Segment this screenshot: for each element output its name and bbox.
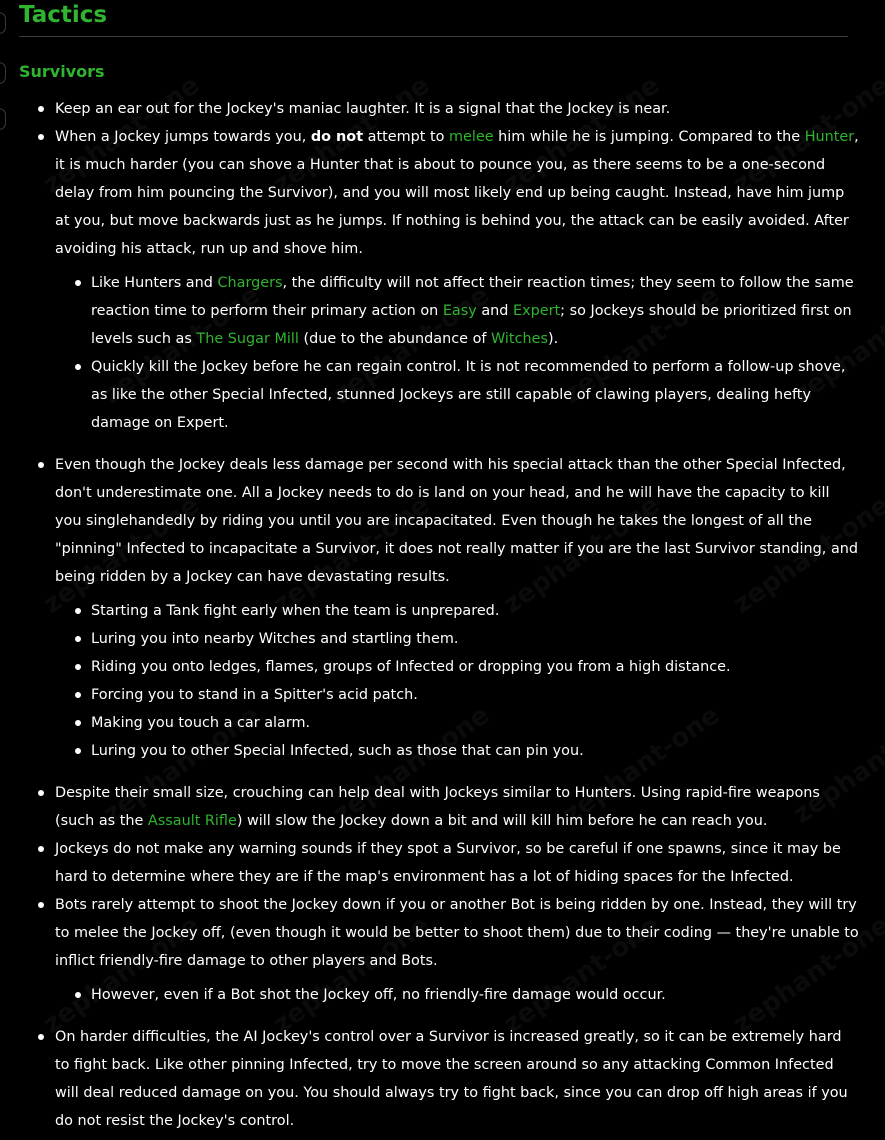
tactics-content — [0, 95, 860, 1135]
tactic-item — [0, 835, 860, 891]
text-run: On harder difficulties, the AI Jockey's control over a Survivor is increased greatly, so it can be extremely hard to fight back. Like other pinning Infected, try to move the screen around so any attacking Common Infected will deal reduced damage on you. You should always try to fight back, since you can drop off high areas if you do not resist the Jockey's control. — [55, 1029, 848, 1129]
margin-marker — [0, 12, 6, 34]
sub-tactic-item — [55, 625, 860, 653]
tactic-text — [55, 123, 860, 263]
text-run: Jockeys do not make any warning sounds if they spot a Survivor, so be careful if one spawns, since it may be hard to determine where they are if the map's environment has a lot of hiding spaces for the Infected. — [55, 841, 841, 885]
text-run: Making you touch a car alarm. — [91, 715, 311, 731]
tactic-item — [0, 95, 860, 123]
sub-tactic-list — [55, 597, 860, 765]
sub-tactic-item — [55, 269, 860, 353]
tactic-text — [55, 891, 860, 975]
wiki-link[interactable]: Witches — [491, 331, 548, 347]
text-run: Quickly kill the Jockey before he can regain control. It is not recommended to perform a follow-up shove, as like the other Special Infected, stunned Jockeys are still capable of clawing players, dealing hefty damage on Expert. — [91, 359, 846, 431]
wiki-link[interactable]: Chargers — [217, 275, 283, 291]
tactic-text — [55, 1023, 860, 1135]
tactic-text — [55, 779, 860, 835]
text-run: , it is much harder (you can shove a Hunter that is about to pounce you, as there seems to be a one-second delay from him pouncing the Survivor), and you will most likely end up being caught. Instead, have him jump at you, but move backwards just as he jumps. If nothing is behind you, the attack can be easily avoided. After avoiding his attack, run up and shove him. — [55, 129, 859, 257]
text-run: Even though the Jockey deals less damage per second with his special attack than the other Special Infected, don't underestimate one. All a Jockey needs to do is land on your head, and he will have the capacity to kill you singlehandedly by riding you until you are incapacitated. Even though he takes the longest of all the "pinning" Infected to incapacitate a Survivor, it does not really matter if you are the last Survivor standing, and being ridden by a Jockey can have devastating results. — [55, 457, 859, 585]
section-title: Tactics — [19, 2, 108, 28]
wiki-link[interactable]: The Sugar Mill — [196, 331, 299, 347]
tactics-list — [0, 95, 860, 1135]
sub-tactic-item — [55, 681, 860, 709]
text-run: him while he is jumping. Compared to the — [493, 129, 805, 145]
text-run: ; so Jockeys should be prioritized first on levels such as — [91, 303, 852, 347]
sub-tactic-item — [55, 353, 860, 437]
text-run: Luring you to other Special Infected, such as those that can pin you. — [91, 743, 584, 759]
emphasis-text: do not — [310, 129, 364, 145]
sub-tactic-item — [55, 981, 860, 1009]
text-run: ) will slow the Jockey down a bit and will kill him before he can reach you. — [236, 813, 768, 829]
sub-tactic-item — [55, 709, 860, 737]
tactic-item — [0, 123, 860, 437]
sub-tactic-list — [55, 981, 860, 1009]
tactic-text — [55, 451, 860, 591]
tactic-item — [0, 1023, 860, 1135]
wiki-link[interactable]: Easy — [442, 303, 477, 319]
text-run: When a Jockey jumps towards you, — [55, 129, 311, 145]
text-run: Keep an ear out for the Jockey's maniac laughter. It is a signal that the Jockey is near. — [55, 101, 671, 117]
tactic-item — [0, 891, 860, 1009]
text-run: ). — [547, 331, 559, 347]
subsection-title: Survivors — [19, 62, 105, 81]
sub-tactic-list — [55, 269, 860, 437]
text-run: and — [476, 303, 514, 319]
text-run: Bots rarely attempt to shoot the Jockey down if you or another Bot is being ridden by one. Instead, they will try to melee the Jockey off, (even though it would be better to shoot them) due to their coding — they're unable to inflict friendly-fire damage to other players and Bots. — [55, 897, 859, 969]
text-run: Luring you into nearby Witches and startling them. — [91, 631, 459, 647]
text-run: Forcing you to stand in a Spitter's acid patch. — [91, 687, 418, 703]
wiki-link[interactable]: melee — [449, 129, 494, 145]
wiki-link[interactable]: Hunter — [804, 129, 855, 145]
text-run: Like Hunters and — [91, 275, 218, 291]
text-run: Despite their small size, crouching can help deal with Jockeys similar to Hunters. Using rapid-fire weapons (such as the — [55, 785, 820, 829]
tactic-text — [55, 835, 860, 891]
sub-tactic-item — [55, 653, 860, 681]
text-run: However, even if a Bot shot the Jockey off, no friendly-fire damage would occur. — [91, 987, 666, 1003]
sub-tactic-item — [55, 737, 860, 765]
text-run: attempt to — [363, 129, 450, 145]
margin-marker — [0, 62, 6, 84]
tactic-item — [0, 779, 860, 835]
wiki-link[interactable]: Expert — [513, 303, 561, 319]
text-run: (due to the abundance of — [298, 331, 492, 347]
wiki-link[interactable]: Assault Rifle — [147, 813, 237, 829]
text-run: Riding you onto ledges, flames, groups of Infected or dropping you from a high distance. — [91, 659, 731, 675]
tactic-text — [55, 95, 860, 123]
sub-tactic-item — [55, 597, 860, 625]
text-run: Starting a Tank fight early when the team is unprepared. — [91, 603, 500, 619]
tactic-item — [0, 451, 860, 765]
title-divider — [19, 36, 848, 37]
text-run: , the difficulty will not affect their reaction times; they seem to follow the same reaction time to perform their primary action on — [91, 275, 854, 319]
